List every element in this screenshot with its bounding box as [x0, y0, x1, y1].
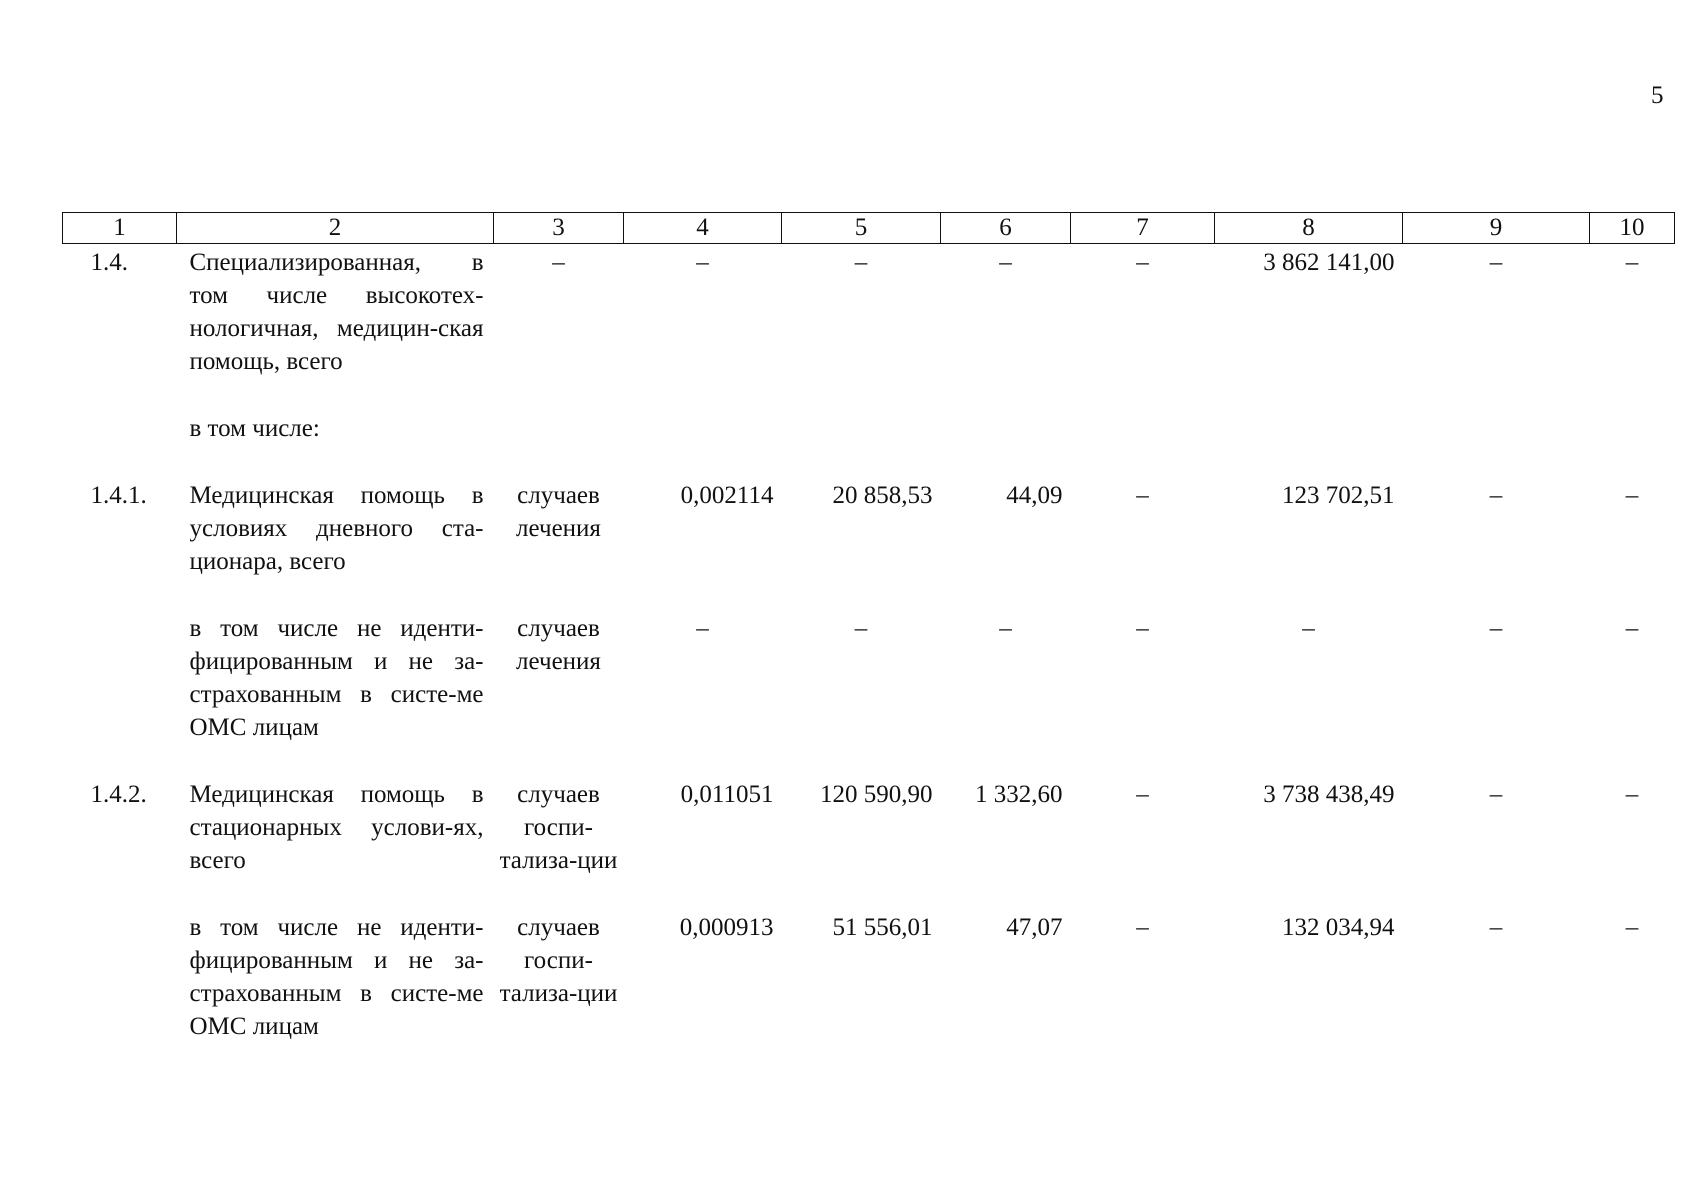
row-col4: 0,011051	[680, 781, 774, 808]
row-col10: –	[1625, 249, 1639, 276]
header-cell: 10	[1590, 213, 1675, 244]
row-col5: 120 590,90	[820, 781, 933, 808]
row-number: 1.4.1.	[90, 482, 147, 509]
table-row	[63, 778, 1675, 911]
header-cell: 4	[624, 213, 782, 244]
row-col4	[624, 412, 782, 479]
row-col6: 44,09	[1006, 482, 1063, 509]
row-col8: 3 738 438,49	[1263, 781, 1395, 808]
row-col7	[1071, 412, 1215, 479]
row-col8: 3 862 141,00	[1263, 249, 1395, 276]
header-cell: 2	[177, 213, 494, 244]
header-cell: 7	[1071, 213, 1215, 244]
row-number	[63, 412, 177, 479]
row-col9: –	[1489, 914, 1503, 941]
table-row	[63, 412, 1675, 479]
header-cell: 6	[941, 213, 1071, 244]
row-name: в том числе:	[189, 415, 320, 442]
row-name: в том числе не иденти-фицированным и не за-страхованным в систе-ме ОМС лицам	[189, 914, 484, 1040]
row-col4: 0,002114	[680, 482, 774, 509]
data-table	[62, 212, 1675, 1043]
row-col10: –	[1625, 482, 1639, 509]
row-col8: 123 702,51	[1282, 482, 1395, 509]
row-col5	[782, 412, 941, 479]
row-number	[63, 911, 177, 1043]
row-col5: –	[854, 615, 868, 642]
row-col6: 1 332,60	[975, 781, 1063, 808]
row-number: 1.4.2.	[90, 781, 147, 808]
row-col5: 51 556,01	[832, 914, 933, 941]
row-col8	[1215, 412, 1403, 479]
row-unit: случаев госпи-тализа-ции	[499, 914, 618, 1007]
header-cell: 3	[494, 213, 624, 244]
row-col7: –	[1136, 781, 1149, 808]
header-cell: 9	[1403, 213, 1590, 244]
table-row	[63, 479, 1675, 612]
row-col10: –	[1625, 781, 1639, 808]
table-row	[63, 911, 1675, 1043]
row-col9: –	[1489, 781, 1503, 808]
header-row	[63, 213, 1675, 244]
row-col6: –	[999, 249, 1012, 276]
table-row	[63, 244, 1675, 413]
row-col5: 20 858,53	[832, 482, 933, 509]
row-number	[63, 612, 177, 778]
row-unit: случаев лечения	[516, 615, 601, 675]
row-number: 1.4.	[90, 249, 128, 276]
row-col7: –	[1136, 914, 1149, 941]
row-col10: –	[1625, 615, 1639, 642]
header-cell: 8	[1215, 213, 1403, 244]
row-col4: 0,000913	[679, 914, 774, 941]
row-col10: –	[1625, 914, 1639, 941]
row-col6: –	[999, 615, 1012, 642]
row-col9	[1403, 412, 1590, 479]
row-col7: –	[1136, 615, 1149, 642]
row-unit: случаев лечения	[516, 482, 601, 542]
row-name: Медицинская помощь в стационарных услови-ях, всего	[189, 781, 484, 874]
row-col9: –	[1489, 249, 1503, 276]
row-col5: –	[854, 249, 868, 276]
row-col10	[1590, 412, 1675, 479]
page-number: 5	[1651, 82, 1664, 109]
row-col9: –	[1489, 615, 1503, 642]
table-row	[63, 612, 1675, 778]
row-col8: –	[1302, 615, 1315, 642]
row-unit	[494, 412, 624, 479]
row-name: Специализированная, в том числе высокотех-нологичная, медицин-ская помощь, всего	[189, 249, 484, 375]
row-col4: –	[696, 615, 709, 642]
row-name: в том числе не иденти-фицированным и не за-страхованным в систе-ме ОМС лицам	[189, 615, 484, 741]
row-col6: 47,07	[1006, 914, 1063, 941]
row-col8: 132 034,94	[1282, 914, 1395, 941]
header-cell: 1	[63, 213, 177, 244]
row-col7: –	[1136, 249, 1149, 276]
row-col9: –	[1489, 482, 1503, 509]
row-name: Медицинская помощь в условиях дневного ста-ционара, всего	[189, 482, 484, 575]
row-unit: случаев госпи-тализа-ции	[499, 781, 618, 874]
header-cell: 5	[782, 213, 941, 244]
row-unit: –	[552, 249, 565, 276]
row-col4: –	[696, 249, 709, 276]
row-col6	[941, 412, 1071, 479]
row-col7: –	[1136, 482, 1149, 509]
